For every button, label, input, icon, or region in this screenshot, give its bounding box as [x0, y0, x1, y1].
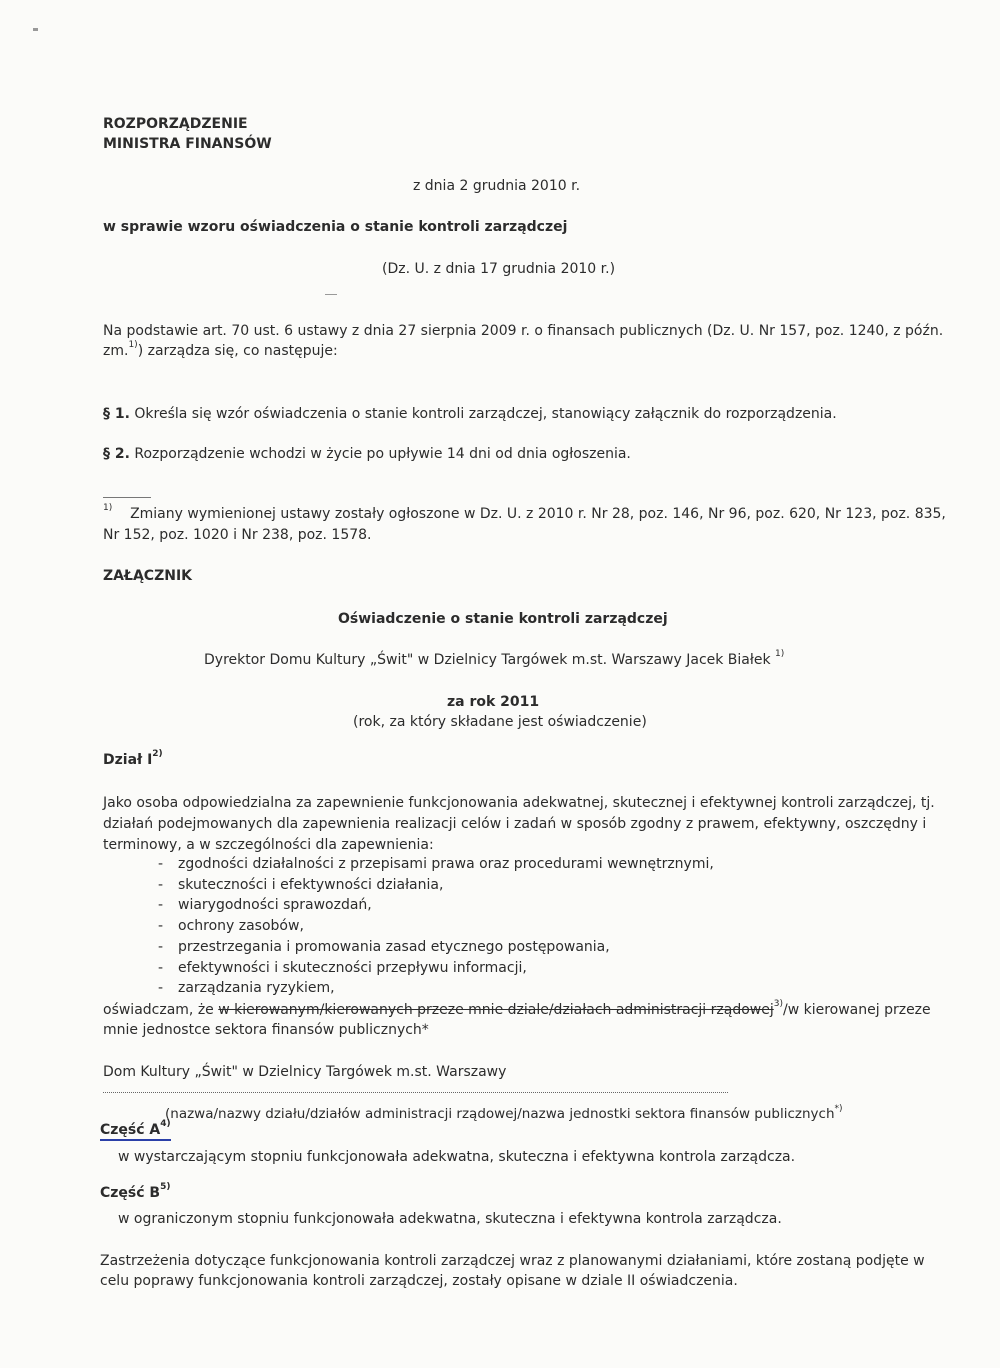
annex-director: Dyrektor Domu Kultury „Świt" w Dzielnicy Targówek m.st. Warszawy Jacek Białek $^{1)}$ [204, 649, 785, 668]
decree-title-line1: ROZPORZĄDZENIE [103, 116, 248, 132]
part-b-text: w ograniczonym stopniu funkcjonowała adekwatna, skuteczna i efektywna kontrola zarządcza. [118, 1211, 782, 1227]
closing-line2: celu poprawy funkcjonowania kontroli zarządczej, zostały opisane w dziale II oświadczenia. [100, 1273, 738, 1289]
annex-title: Oświadczenie o stanie kontroli zarządczej [338, 611, 668, 627]
section-1-intro-line3: terminowy, a w szczególności dla zapewnienia: [103, 837, 434, 853]
annex-label: ZAŁĄCZNIK [103, 568, 193, 584]
paragraph-2: § 2. Rozporządzenie wchodzi w życie po upływie 14 dni od dnia ogłoszenia. [103, 446, 631, 462]
annex-year: za rok 2011 [447, 694, 540, 710]
list-item: - skuteczności i efektywności działania, [158, 876, 444, 893]
preamble-line1: Na podstawie art. 70 ust. 6 ustawy z dnia 27 sierpnia 2009 r. o finansach publicznych (Dz. U. Nr 157, poz. 1240, z późn. [103, 323, 944, 339]
list-item: - ochrony zasobów, [158, 918, 304, 935]
handwritten-underline: Część $A^{4)}$ [100, 1122, 171, 1141]
annex-year-note: (rok, za który składane jest oświadczenie) [353, 714, 647, 730]
preamble-line2: zm.$^{1)}$) zarządza się, co następuje: [103, 340, 338, 359]
part-a-heading [100, 1120, 171, 1140]
section-1-intro-line2: działań podejmowanych dla zapewnienia realizacji celów i zadań w sposób zgodny z prawem, efektywny, oszczędny i [103, 816, 927, 832]
decree-source: (Dz. U. z dnia 17 grudnia 2010 r.) [382, 261, 616, 277]
unit-name-note: (nazwa/nazwy działu/działów administracji rządowej/nazwa jednostki sektora finansów publicznych*) [165, 1103, 843, 1122]
list-item: - zgodności działalności z przepisami prawa oraz procedurami wewnętrznymi, [158, 856, 714, 872]
unit-name: Dom Kultury „Świt" w Dzielnicy Targówek m.st. Warszawy [103, 1064, 507, 1080]
part-a-text: w wystarczającym stopniu funkcjonowała adekwatna, skuteczna i efektywna kontrola zarządcza. [118, 1149, 796, 1165]
dotted-fill-line [103, 1092, 728, 1093]
scan-speck [325, 294, 337, 295]
declaration-line1: oświadczam, że w kierowanym/kierowanych przeze mnie dziale/działach administracji rządowej$^{3)}$/w kierowanej przeze [103, 999, 931, 1018]
control-objectives-list [158, 854, 758, 999]
footnote-line2: Nr 152, poz. 1020 i Nr 238, poz. 1578. [103, 527, 372, 543]
closing-line1: Zastrzeżenia dotyczące funkcjonowania kontroli zarządczej wraz z planowanymi działaniami, które zostaną podjęte w [100, 1253, 925, 1269]
list-item: - zarządzania ryzykiem, [158, 980, 335, 997]
decree-subject: w sprawie wzoru oświadczenia o stanie kontroli zarządczej [103, 219, 568, 235]
part-b-heading: Część $B^{5)}$ [100, 1182, 171, 1201]
declaration-line2: mnie jednostce sektora finansów publicznych* [103, 1022, 429, 1038]
list-item: - efektywności i skuteczności przepływu informacji, [158, 959, 527, 976]
list-item: - wiarygodności sprawozdań, [158, 897, 372, 914]
decree-title-line2: MINISTRA FINANSÓW [103, 136, 272, 152]
scan-speck [33, 28, 38, 31]
list-item: - przestrzegania i promowania zasad etycznego postępowania, [158, 938, 610, 955]
section-1-heading: Dział $I^{2)}$ [103, 749, 163, 768]
decree-date: z dnia 2 grudnia 2010 r. [413, 178, 581, 194]
footnote-line1: $^{1)}$ Zmiany wymienionej ustawy zostały ogłoszone w Dz. U. z 2010 r. Nr 28, poz. 146, Nr 96, poz. 620, Nr 123, poz. 835, [103, 503, 946, 522]
struck-text: w kierowanym/kierowanych przeze mnie dziale/działach administracji rządowej [218, 1002, 774, 1018]
footnote-divider [103, 497, 151, 498]
paragraph-1: § 1. Określa się wzór oświadczenia o stanie kontroli zarządczej, stanowiący załącznik do rozporządzenia. [103, 406, 837, 422]
section-1-intro-line1: Jako osoba odpowiedzialna za zapewnienie funkcjonowania adekwatnej, skutecznej i efektywnej kontroli zarządczej, tj. [103, 795, 935, 811]
